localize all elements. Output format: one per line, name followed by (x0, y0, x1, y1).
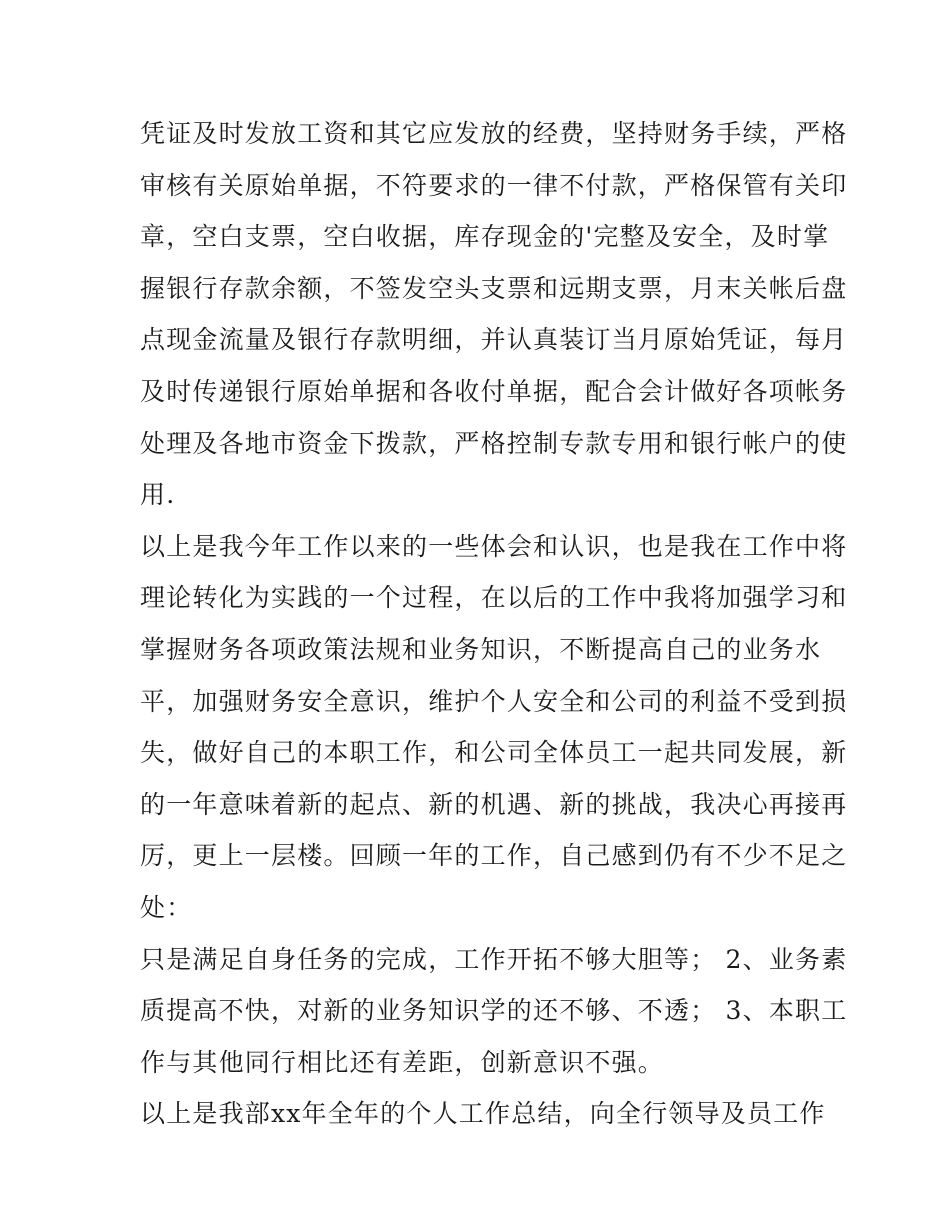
text-line: 厉，更上一层楼。回顾一年的工作，自己感到仍有不少不足之 (140, 841, 848, 871)
text-line: 作与其他同行相比还有差距，创新意识不强。 (140, 1047, 665, 1077)
text-line: 握银行存款余额，不签发空头支票和远期支票，月末关帐后盘 (140, 273, 848, 303)
text-line: 失，做好自己的本职工作，和公司全体员工一起共同发展，新 (140, 738, 848, 768)
text-line: 掌握财务各项政策法规和业务知识，不断提高自己的业务水 (140, 634, 822, 664)
text-line: 章，空白支票，空白收据，库存现金的'完整及安全，及时掌 (140, 222, 830, 252)
text-line: 理论转化为实践的一个过程，在以后的工作中我将加强学习和 (140, 583, 848, 613)
text-line: 以上是我今年工作以来的一些体会和认识，也是我在工作中将 (140, 531, 848, 561)
text-line: 审核有关原始单据，不符要求的一律不付款，严格保管有关印 (140, 170, 848, 200)
text-line: 处理及各地市资金下拨款，严格控制专款专用和银行帐户的使 (140, 428, 848, 458)
text-line: 及时传递银行原始单据和各收付单据，配合会计做好各项帐务 (140, 376, 848, 406)
text-line: 平，加强财务安全意识，维护个人安全和公司的利益不受到损 (140, 686, 848, 716)
text-line: 质提高不快，对新的业务知识学的还不够、不透； 3、本职工 (140, 996, 848, 1026)
text-line: 用. (140, 480, 176, 510)
text-line: 处： (140, 892, 193, 922)
document-body (140, 108, 848, 1140)
text-line: 的一年意味着新的起点、新的机遇、新的挑战，我决心再接再 (140, 789, 848, 819)
text-line: 凭证及时发放工资和其它应发放的经费，坚持财务手续，严格 (140, 119, 848, 148)
text-line: 只是满足自身任务的完成，工作开拓不够大胆等； 2、业务素 (140, 944, 848, 974)
text-line: 以上是我部xx年全年的个人工作总结，向全行领导及员工作 (140, 1099, 826, 1129)
text-line: 点现金流量及银行存款明细，并认真装订当月原始凭证，每月 (140, 325, 848, 355)
